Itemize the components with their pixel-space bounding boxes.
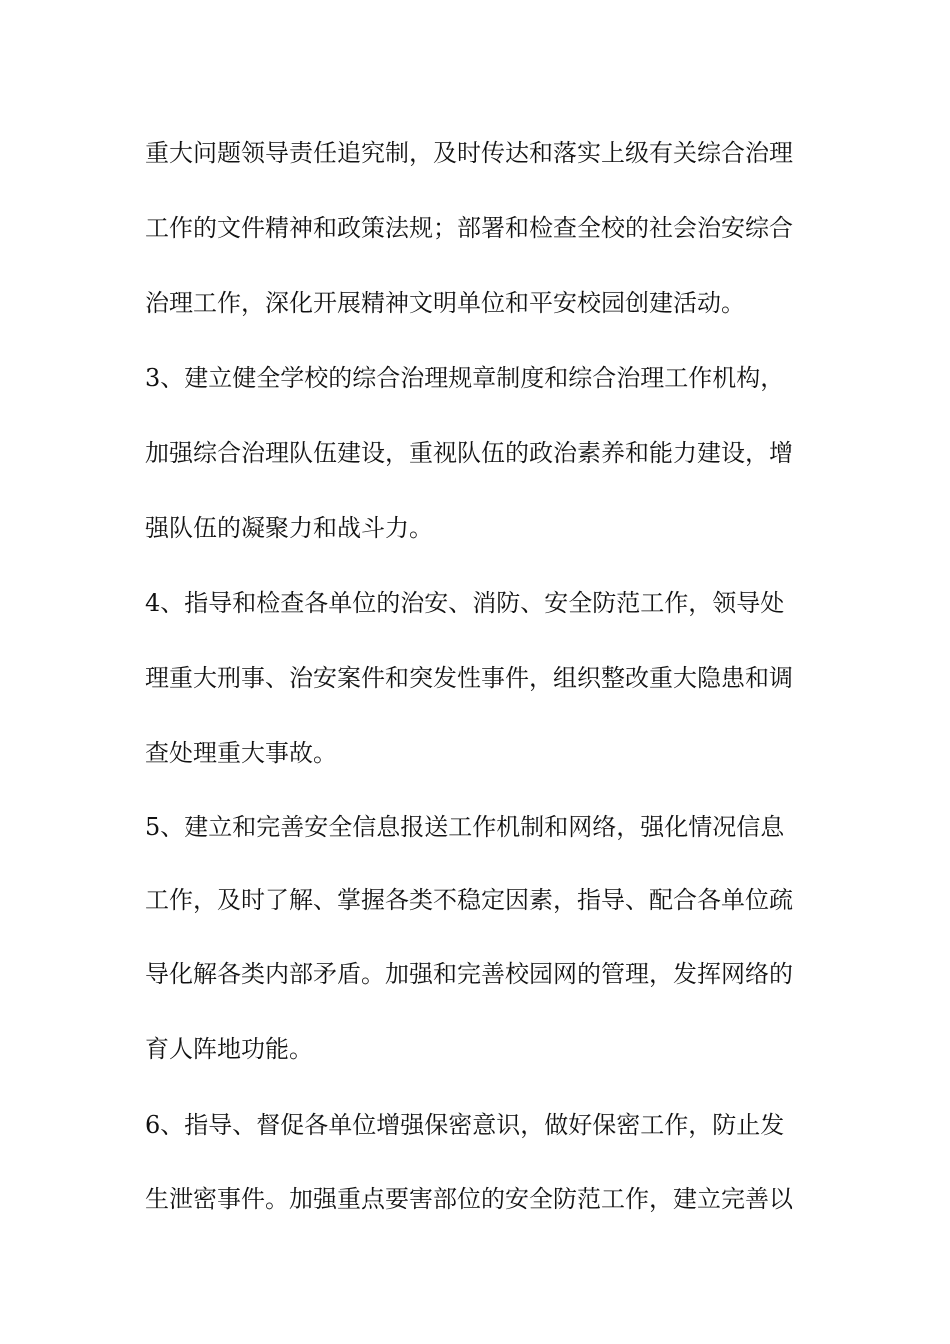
text-line: 重大问题领导责任追究制，及时传达和落实上级有关综合治理: [145, 139, 793, 167]
text-line: 治理工作，深化开展精神文明单位和平安校园创建活动。: [145, 289, 745, 317]
text-line: 3、建立健全学校的综合治理规章制度和综合治理工作机构，: [145, 364, 785, 392]
text-line: 导化解各类内部矛盾。加强和完善校园网的管理，发挥网络的: [145, 960, 793, 988]
text-line: 工作，及时了解、掌握各类不稳定因素，指导、配合各单位疏: [145, 886, 793, 914]
text-line: 工作的文件精神和政策法规；部署和检查全校的社会治安综合: [145, 214, 793, 242]
text-line: 生泄密事件。加强重点要害部位的安全防范工作，建立完善以: [145, 1185, 793, 1213]
text-line: 加强综合治理队伍建设，重视队伍的政治素养和能力建设，增: [145, 439, 793, 467]
text-line: 4、指导和检查各单位的治安、消防、安全防范工作，领导处: [145, 589, 785, 617]
text-line: 理重大刑事、治安案件和突发性事件，组织整改重大隐患和调: [145, 664, 793, 692]
text-line: 查处理重大事故。: [145, 739, 337, 767]
text-line: 强队伍的凝聚力和战斗力。: [145, 514, 433, 542]
text-line: 5、建立和完善安全信息报送工作机制和网络，强化情况信息: [145, 813, 785, 841]
text-line: 6、指导、督促各单位增强保密意识，做好保密工作，防止发: [145, 1111, 785, 1139]
text-line: 育人阵地功能。: [145, 1035, 313, 1063]
